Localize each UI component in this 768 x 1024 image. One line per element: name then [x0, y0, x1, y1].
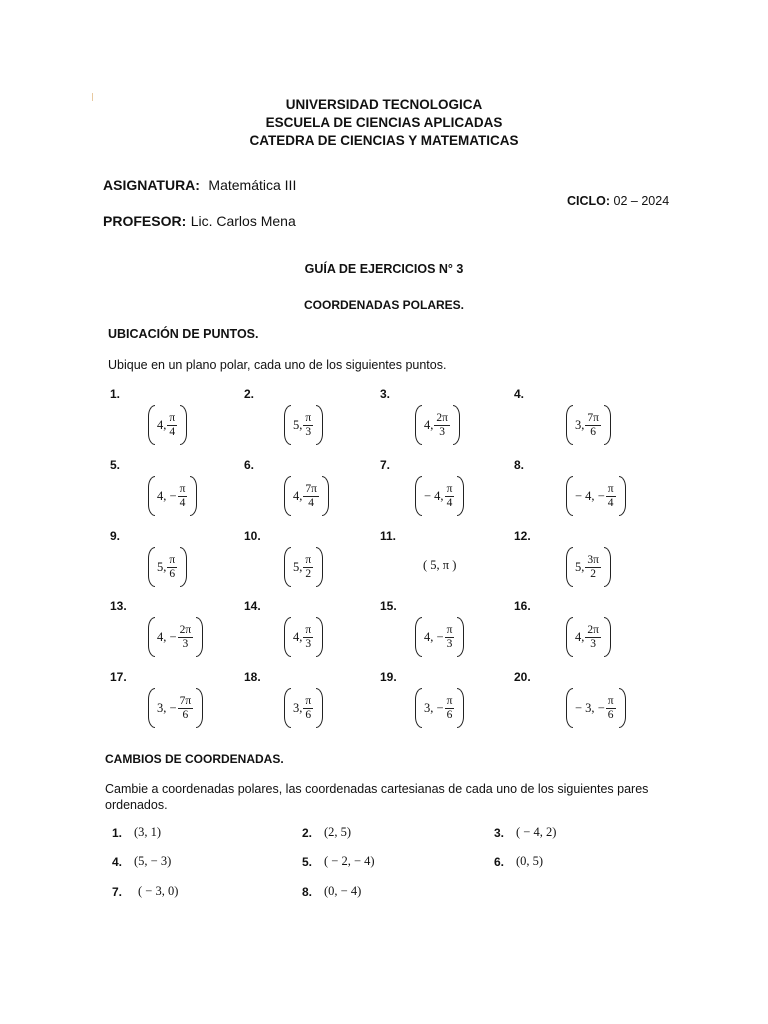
right-paren [316, 617, 323, 657]
radius-value: 4, [157, 488, 167, 503]
radius-value: 4, [157, 417, 167, 432]
point-number: 19. [380, 670, 397, 684]
angle-fraction [178, 624, 194, 651]
polar-point [284, 617, 323, 657]
right-paren [604, 405, 611, 445]
polar-point [148, 688, 203, 728]
cycle-label: CICLO: [567, 194, 611, 208]
fraction-numerator: π [169, 411, 176, 424]
polar-point [284, 547, 323, 587]
left-paren [148, 476, 155, 516]
polar-point [284, 405, 323, 445]
point-number: 14. [244, 599, 261, 613]
subject-value: Matemática III [208, 177, 297, 193]
right-paren [619, 476, 626, 516]
radius-value: 3, [293, 700, 303, 715]
fraction-denominator: 3 [590, 637, 597, 650]
professor-value: Lic. Carlos Mena [190, 213, 296, 229]
right-paren [316, 547, 323, 587]
radius-value: 4, [575, 629, 585, 644]
radius-value: 4, [424, 629, 434, 644]
left-paren [566, 547, 573, 587]
fraction-numerator: π [305, 623, 312, 636]
left-paren [415, 476, 422, 516]
polar-point [284, 476, 329, 516]
polar-point [415, 476, 464, 516]
fraction-denominator: 3 [305, 425, 312, 438]
pair-number: 1. [112, 826, 123, 840]
right-paren [322, 476, 329, 516]
point-number: 5. [110, 458, 121, 472]
point-body [573, 695, 619, 722]
radius-value: − 3, [575, 700, 595, 715]
polar-point [566, 405, 611, 445]
fraction-denominator: 3 [439, 425, 446, 438]
angle-sign: − [166, 629, 177, 644]
cycle-line [567, 194, 669, 208]
point-body [291, 554, 316, 581]
point-body [422, 483, 457, 510]
cartesian-pair: (0, − 4) [324, 884, 362, 898]
school-name: ESCUELA DE CIENCIAS APLICADAS [265, 115, 503, 130]
point-number: 15. [380, 599, 397, 613]
fraction-denominator: 3 [446, 637, 453, 650]
radius-value: 5, [293, 417, 303, 432]
fraction-numerator: π [446, 482, 453, 495]
cartesian-pair: (3, 1) [134, 825, 162, 839]
angle-fraction [445, 624, 455, 651]
cartesian-pair: ( − 2, − 4) [324, 854, 375, 868]
point-body [291, 695, 316, 722]
radius-value: − 4, [575, 488, 595, 503]
section-title-points: UBICACIÓN DE PUNTOS. [108, 327, 259, 341]
angle-fraction [606, 695, 616, 722]
fraction-denominator: 4 [446, 496, 453, 509]
angle-fraction [434, 412, 450, 439]
right-paren [180, 405, 187, 445]
point-body [573, 554, 604, 581]
point-body [155, 412, 180, 439]
right-paren [457, 476, 464, 516]
fraction-numerator: 7π [587, 411, 599, 424]
pair-number: 5. [302, 855, 313, 869]
point-number: 11. [380, 529, 397, 543]
radius-value: 3, [157, 700, 167, 715]
fraction-denominator: 6 [182, 708, 189, 721]
polar-point [566, 688, 626, 728]
fraction-numerator: π [169, 553, 176, 566]
cycle-value: 02 – 2024 [613, 194, 670, 208]
radius-value: 5, [575, 559, 585, 574]
section-instruction-points: Ubique en un plano polar, cada uno de los siguientes puntos. [108, 358, 447, 372]
topic-title: COORDENADAS POLARES. [303, 298, 464, 312]
point-number: 17. [110, 670, 127, 684]
cartesian-pair: ( − 3, 0) [138, 884, 179, 898]
fraction-denominator: 2 [305, 567, 312, 580]
angle-fraction [585, 412, 601, 439]
right-paren [180, 547, 187, 587]
angle-sign: − [594, 700, 605, 715]
left-paren [566, 476, 573, 516]
left-paren [284, 405, 291, 445]
point-number: 13. [110, 599, 127, 613]
professor-line [103, 213, 296, 231]
point-number: 12. [514, 529, 531, 543]
right-paren [196, 688, 203, 728]
angle-sign: − [433, 629, 444, 644]
point-body [155, 624, 196, 651]
left-paren [284, 617, 291, 657]
fraction-denominator: 3 [182, 637, 189, 650]
point-number: 9. [110, 529, 121, 543]
left-paren [148, 688, 155, 728]
section-title-conversions: CAMBIOS DE COORDENADAS. [105, 752, 284, 766]
left-paren [284, 476, 291, 516]
angle-sign: − [433, 700, 444, 715]
fraction-denominator: 6 [446, 708, 453, 721]
angle-fraction [445, 695, 455, 722]
fraction-numerator: π [607, 482, 614, 495]
department-name: CATEDRA DE CIENCIAS Y MATEMATICAS [249, 133, 519, 148]
fraction-denominator: 4 [308, 496, 315, 509]
polar-point [148, 547, 187, 587]
point-number: 2. [244, 387, 255, 401]
university-name: UNIVERSIDAD TECNOLOGICA [285, 97, 483, 112]
right-paren [196, 617, 203, 657]
point-body [422, 624, 457, 651]
right-paren [604, 547, 611, 587]
fraction-numerator: π [607, 694, 614, 707]
polar-point [148, 405, 187, 445]
polar-point: ( 5, π ) [423, 558, 457, 572]
left-paren [566, 405, 573, 445]
polar-point [148, 617, 203, 657]
point-body [573, 483, 619, 510]
point-body [422, 412, 453, 439]
fraction-denominator: 2 [590, 567, 597, 580]
point-body [291, 483, 322, 510]
polar-point [415, 688, 464, 728]
polar-point [284, 688, 323, 728]
polar-point [415, 405, 460, 445]
pair-number: 7. [112, 885, 123, 899]
fraction-denominator: 6 [305, 708, 312, 721]
angle-fraction [585, 624, 601, 651]
fraction-numerator: π [446, 623, 453, 636]
right-paren [619, 688, 626, 728]
right-paren [457, 617, 464, 657]
angle-fraction [303, 554, 313, 581]
polar-point [148, 476, 197, 516]
radius-value: 3, [575, 417, 585, 432]
fraction-denominator: 4 [169, 425, 176, 438]
polar-point [566, 617, 611, 657]
fraction-numerator: 3π [587, 553, 599, 566]
point-body [155, 695, 196, 722]
radius-value: 4, [293, 629, 303, 644]
subject-line [103, 177, 296, 195]
left-paren [566, 688, 573, 728]
point-body [291, 624, 316, 651]
fraction-numerator: π [446, 694, 453, 707]
pair-number: 8. [302, 885, 313, 899]
radius-value: 4, [157, 629, 167, 644]
right-paren [604, 617, 611, 657]
angle-sign: − [166, 700, 177, 715]
cartesian-pair: (2, 5) [324, 825, 352, 839]
left-paren [566, 617, 573, 657]
polar-point [415, 617, 464, 657]
radius-value: 5, [157, 559, 167, 574]
fraction-denominator: 6 [169, 567, 176, 580]
polar-point [566, 476, 626, 516]
fraction-numerator: π [305, 553, 312, 566]
section-instruction-conversions: Cambie a coordenadas polares, las coordenadas cartesianas de cada uno de los siguientes pares ordenados. [105, 782, 649, 812]
pair-number: 6. [494, 855, 505, 869]
point-number: 16. [514, 599, 531, 613]
left-paren [415, 688, 422, 728]
fraction-denominator: 6 [607, 708, 614, 721]
fraction-numerator: 2π [179, 623, 192, 636]
point-number: 3. [380, 387, 391, 401]
angle-fraction [178, 483, 188, 510]
angle-fraction [303, 412, 313, 439]
cartesian-pair: (0, 5) [516, 854, 544, 868]
angle-fraction [606, 483, 616, 510]
point-number: 20. [514, 670, 531, 684]
professor-label: PROFESOR: [103, 213, 187, 229]
point-number: 8. [514, 458, 525, 472]
fraction-denominator: 6 [590, 425, 597, 438]
right-paren [457, 688, 464, 728]
point-number: 7. [380, 458, 391, 472]
fraction-denominator: 4 [179, 496, 186, 509]
left-paren [148, 547, 155, 587]
angle-fraction [303, 695, 313, 722]
point-body [573, 624, 604, 651]
angle-fraction [585, 554, 601, 581]
pair-number: 2. [302, 826, 313, 840]
point-number: 6. [244, 458, 255, 472]
fraction-numerator: 2π [587, 623, 599, 636]
pair-number: 3. [494, 826, 505, 840]
fraction-numerator: π [305, 411, 312, 424]
radius-value: 5, [293, 559, 303, 574]
right-paren [190, 476, 197, 516]
right-paren [316, 688, 323, 728]
fraction-numerator: π [179, 482, 186, 495]
right-paren [316, 405, 323, 445]
fraction-denominator: 4 [607, 496, 614, 509]
fraction-numerator: π [305, 694, 312, 707]
fraction-denominator: 3 [305, 637, 312, 650]
angle-fraction [167, 412, 177, 439]
left-paren [148, 405, 155, 445]
left-paren [415, 617, 422, 657]
point-number: 1. [110, 387, 121, 401]
radius-value: 4, [424, 417, 434, 432]
radius-value: 3, [424, 700, 434, 715]
right-paren [453, 405, 460, 445]
point-number: 4. [514, 387, 525, 401]
point-body [155, 483, 190, 510]
angle-sign: − [594, 488, 605, 503]
guide-title: GUÍA DE EJERCICIOS N° 3 [304, 262, 464, 276]
fraction-numerator: 7π [179, 694, 192, 707]
left-paren [415, 405, 422, 445]
radius-value: 4, [293, 488, 303, 503]
radius-value: − 4, [424, 488, 444, 503]
angle-sign: − [166, 488, 177, 503]
subject-label: ASIGNATURA: [103, 177, 200, 193]
pair-number: 4. [112, 855, 123, 869]
angle-fraction [303, 624, 313, 651]
point-number: 18. [244, 670, 261, 684]
point-body [155, 554, 180, 581]
angle-fraction [167, 554, 177, 581]
left-paren [284, 688, 291, 728]
polar-point [566, 547, 611, 587]
left-paren [284, 547, 291, 587]
fraction-numerator: 2π [436, 411, 448, 424]
point-body [291, 412, 316, 439]
angle-fraction [303, 483, 319, 510]
point-body [422, 695, 457, 722]
angle-fraction [178, 695, 194, 722]
angle-fraction [445, 483, 455, 510]
cartesian-pair: ( − 4, 2) [516, 825, 557, 839]
point-body [573, 412, 604, 439]
cartesian-pair: (5, − 3) [134, 854, 172, 868]
left-paren [148, 617, 155, 657]
fraction-numerator: 7π [305, 482, 317, 495]
point-number: 10. [244, 529, 261, 543]
